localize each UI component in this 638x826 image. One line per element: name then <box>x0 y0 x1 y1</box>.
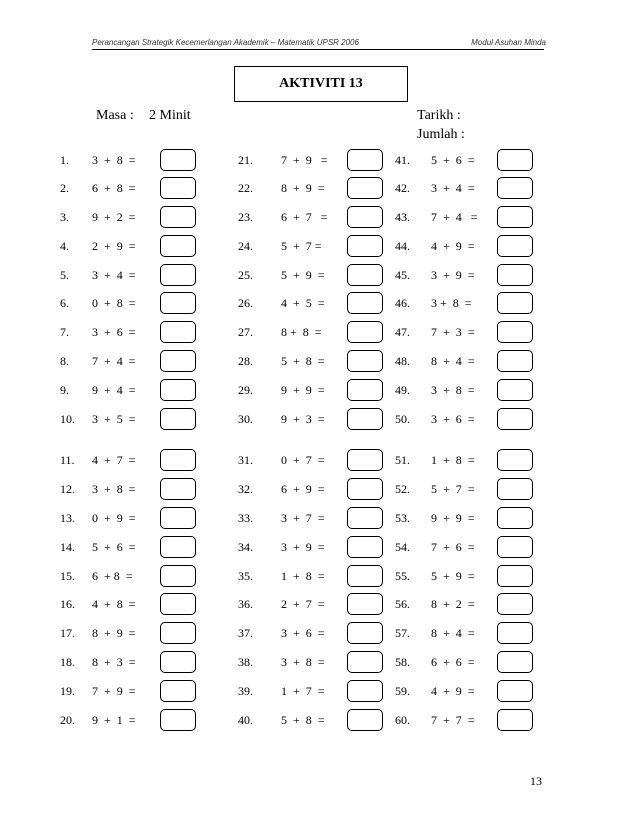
problem-number: 1. <box>60 153 69 167</box>
answer-box[interactable] <box>160 206 196 228</box>
problem-expression: 4 + 8 = <box>92 597 136 611</box>
header-left-text: Perancangan Strategik Kecemerlangan Akademik – Matematik UPSR 2006 <box>92 38 359 47</box>
problem-number: 11. <box>60 453 75 467</box>
answer-box[interactable] <box>347 206 383 228</box>
answer-box[interactable] <box>160 264 196 286</box>
answer-box[interactable] <box>347 651 383 673</box>
header-right-text: Modul Asuhan Minda <box>471 38 546 47</box>
answer-box[interactable] <box>347 565 383 587</box>
answer-box[interactable] <box>160 651 196 673</box>
problem-expression: 9 + 1 = <box>92 713 136 727</box>
problem-number: 50. <box>395 412 410 426</box>
answer-box[interactable] <box>497 536 533 558</box>
answer-box[interactable] <box>160 350 196 372</box>
answer-box[interactable] <box>497 321 533 343</box>
problem-expression: 0 + 7 = <box>281 453 325 467</box>
problem-number: 49. <box>395 383 410 397</box>
answer-box[interactable] <box>347 709 383 731</box>
problem-number: 44. <box>395 239 410 253</box>
activity-title: AKTIVITI 13 <box>234 66 408 102</box>
problem-expression: 6 + 9 = <box>281 482 325 496</box>
problem-expression: 4 + 9 = <box>431 684 475 698</box>
problem-expression: 2 + 7 = <box>281 597 325 611</box>
problem-number: 45. <box>395 268 410 282</box>
answer-box[interactable] <box>347 379 383 401</box>
answer-box[interactable] <box>497 622 533 644</box>
answer-box[interactable] <box>497 565 533 587</box>
masa-label: Masa : <box>96 108 134 123</box>
answer-box[interactable] <box>497 350 533 372</box>
problem-number: 31. <box>238 453 253 467</box>
problem-number: 39. <box>238 684 253 698</box>
problem-number: 32. <box>238 482 253 496</box>
problem-expression: 5 + 7 = <box>281 239 322 253</box>
answer-box[interactable] <box>160 709 196 731</box>
answer-box[interactable] <box>497 177 533 199</box>
problem-expression: 7 + 4 = <box>431 210 478 224</box>
problem-expression: 9 + 4 = <box>92 383 136 397</box>
problem-expression: 8 + 8 = <box>281 325 322 339</box>
answer-box[interactable] <box>497 235 533 257</box>
problem-expression: 9 + 2 = <box>92 210 136 224</box>
answer-box[interactable] <box>160 149 196 171</box>
answer-box[interactable] <box>347 264 383 286</box>
answer-box[interactable] <box>160 321 196 343</box>
problem-expression: 3 + 8 = <box>431 296 472 310</box>
answer-box[interactable] <box>160 622 196 644</box>
problem-number: 58. <box>395 655 410 669</box>
problem-expression: 1 + 8 = <box>281 569 325 583</box>
problem-number: 23. <box>238 210 253 224</box>
answer-box[interactable] <box>160 292 196 314</box>
answer-box[interactable] <box>347 593 383 615</box>
problem-number: 22. <box>238 181 253 195</box>
problem-expression: 8 + 4 = <box>431 626 475 640</box>
problem-number: 20. <box>60 713 75 727</box>
answer-box[interactable] <box>160 536 196 558</box>
problem-number: 53. <box>395 511 410 525</box>
problem-expression: 6 + 8 = <box>92 569 133 583</box>
answer-box[interactable] <box>497 408 533 430</box>
problem-number: 8. <box>60 354 69 368</box>
problem-expression: 3 + 8 = <box>431 383 475 397</box>
answer-box[interactable] <box>347 235 383 257</box>
problem-number: 15. <box>60 569 75 583</box>
problem-number: 43. <box>395 210 410 224</box>
answer-box[interactable] <box>160 235 196 257</box>
problem-expression: 8 + 3 = <box>92 655 136 669</box>
problem-number: 29. <box>238 383 253 397</box>
problem-expression: 3 + 4 = <box>92 268 136 282</box>
problem-number: 13. <box>60 511 75 525</box>
problem-number: 56. <box>395 597 410 611</box>
problem-expression: 3 + 5 = <box>92 412 136 426</box>
problem-number: 38. <box>238 655 253 669</box>
problem-number: 14. <box>60 540 75 554</box>
answer-box[interactable] <box>160 593 196 615</box>
problem-number: 18. <box>60 655 75 669</box>
problem-expression: 5 + 9 = <box>431 569 475 583</box>
problem-expression: 3 + 6 = <box>92 325 136 339</box>
problem-number: 21. <box>238 153 253 167</box>
answer-box[interactable] <box>497 149 533 171</box>
problem-number: 2. <box>60 181 69 195</box>
problem-number: 4. <box>60 239 69 253</box>
problem-expression: 9 + 9 = <box>431 511 475 525</box>
problem-expression: 8 + 9 = <box>92 626 136 640</box>
problem-number: 6. <box>60 296 69 310</box>
answer-box[interactable] <box>160 565 196 587</box>
problem-expression: 6 + 6 = <box>431 655 475 669</box>
answer-box[interactable] <box>497 449 533 471</box>
problem-number: 12. <box>60 482 75 496</box>
answer-box[interactable] <box>347 292 383 314</box>
problem-number: 37. <box>238 626 253 640</box>
answer-box[interactable] <box>160 379 196 401</box>
problem-number: 52. <box>395 482 410 496</box>
problem-number: 59. <box>395 684 410 698</box>
problem-expression: 6 + 7 = <box>281 210 328 224</box>
problem-number: 46. <box>395 296 410 310</box>
problem-expression: 7 + 6 = <box>431 540 475 554</box>
answer-box[interactable] <box>160 449 196 471</box>
problem-expression: 1 + 7 = <box>281 684 325 698</box>
answer-box[interactable] <box>347 478 383 500</box>
problem-expression: 4 + 7 = <box>92 453 136 467</box>
problem-expression: 7 + 3 = <box>431 325 475 339</box>
problem-number: 3. <box>60 210 69 224</box>
header-rule <box>92 49 544 50</box>
problem-number: 42. <box>395 181 410 195</box>
problem-expression: 5 + 8 = <box>281 713 325 727</box>
answer-box[interactable] <box>347 622 383 644</box>
problem-expression: 5 + 9 = <box>281 268 325 282</box>
problem-number: 51. <box>395 453 410 467</box>
problem-number: 19. <box>60 684 75 698</box>
problem-expression: 5 + 8 = <box>281 354 325 368</box>
problem-number: 9. <box>60 383 69 397</box>
problem-number: 24. <box>238 239 253 253</box>
problem-expression: 3 + 9 = <box>281 540 325 554</box>
problem-expression: 0 + 8 = <box>92 296 136 310</box>
problem-number: 55. <box>395 569 410 583</box>
answer-box[interactable] <box>160 177 196 199</box>
answer-box[interactable] <box>347 149 383 171</box>
answer-box[interactable] <box>347 350 383 372</box>
problem-number: 7. <box>60 325 69 339</box>
answer-box[interactable] <box>347 507 383 529</box>
problem-expression: 3 + 9 = <box>431 268 475 282</box>
problem-number: 48. <box>395 354 410 368</box>
page-number: 13 <box>530 774 542 788</box>
answer-box[interactable] <box>497 507 533 529</box>
answer-box[interactable] <box>497 379 533 401</box>
problem-expression: 4 + 9 = <box>431 239 475 253</box>
problem-number: 16. <box>60 597 75 611</box>
answer-box[interactable] <box>347 321 383 343</box>
problem-number: 57. <box>395 626 410 640</box>
answer-box[interactable] <box>497 206 533 228</box>
answer-box[interactable] <box>160 478 196 500</box>
problem-expression: 8 + 9 = <box>281 181 325 195</box>
problem-number: 10. <box>60 412 75 426</box>
answer-box[interactable] <box>347 177 383 199</box>
problem-number: 28. <box>238 354 253 368</box>
problem-expression: 4 + 5 = <box>281 296 325 310</box>
problem-number: 34. <box>238 540 253 554</box>
answer-box[interactable] <box>497 478 533 500</box>
problem-expression: 6 + 8 = <box>92 181 136 195</box>
problem-expression: 5 + 6 = <box>431 153 475 167</box>
problem-expression: 8 + 4 = <box>431 354 475 368</box>
problem-number: 54. <box>395 540 410 554</box>
problem-expression: 3 + 8 = <box>92 153 136 167</box>
problem-expression: 7 + 9 = <box>92 684 136 698</box>
tarikh-label: Tarikh : <box>417 108 461 123</box>
masa-value: 2 Minit <box>149 108 191 123</box>
answer-box[interactable] <box>160 507 196 529</box>
problem-expression: 3 + 4 = <box>431 181 475 195</box>
problem-expression: 0 + 9 = <box>92 511 136 525</box>
problem-number: 47. <box>395 325 410 339</box>
problem-expression: 3 + 7 = <box>281 511 325 525</box>
problem-number: 36. <box>238 597 253 611</box>
problem-expression: 9 + 9 = <box>281 383 325 397</box>
problem-expression: 5 + 6 = <box>92 540 136 554</box>
problem-expression: 7 + 7 = <box>431 713 475 727</box>
problem-number: 27. <box>238 325 253 339</box>
problem-number: 30. <box>238 412 253 426</box>
answer-box[interactable] <box>160 408 196 430</box>
problem-expression: 3 + 6 = <box>431 412 475 426</box>
answer-box[interactable] <box>347 680 383 702</box>
problem-expression: 2 + 9 = <box>92 239 136 253</box>
answer-box[interactable] <box>160 680 196 702</box>
problem-expression: 1 + 8 = <box>431 453 475 467</box>
problem-number: 60. <box>395 713 410 727</box>
answer-box[interactable] <box>497 292 533 314</box>
answer-box[interactable] <box>497 709 533 731</box>
answer-box[interactable] <box>497 593 533 615</box>
problem-expression: 7 + 4 = <box>92 354 136 368</box>
problem-number: 5. <box>60 268 69 282</box>
problem-number: 35. <box>238 569 253 583</box>
problem-expression: 9 + 3 = <box>281 412 325 426</box>
jumlah-label: Jumlah : <box>417 127 465 142</box>
answer-box[interactable] <box>347 536 383 558</box>
problem-expression: 5 + 7 = <box>431 482 475 496</box>
problem-number: 33. <box>238 511 253 525</box>
problem-number: 26. <box>238 296 253 310</box>
answer-box[interactable] <box>497 651 533 673</box>
problem-number: 25. <box>238 268 253 282</box>
problem-expression: 8 + 2 = <box>431 597 475 611</box>
problem-expression: 3 + 8 = <box>92 482 136 496</box>
problem-number: 17. <box>60 626 75 640</box>
problem-expression: 7 + 9 = <box>281 153 328 167</box>
answer-box[interactable] <box>347 449 383 471</box>
answer-box[interactable] <box>497 680 533 702</box>
problem-expression: 3 + 8 = <box>281 655 325 669</box>
problem-number: 41. <box>395 153 410 167</box>
answer-box[interactable] <box>497 264 533 286</box>
answer-box[interactable] <box>347 408 383 430</box>
problem-expression: 3 + 6 = <box>281 626 325 640</box>
problem-number: 40. <box>238 713 253 727</box>
